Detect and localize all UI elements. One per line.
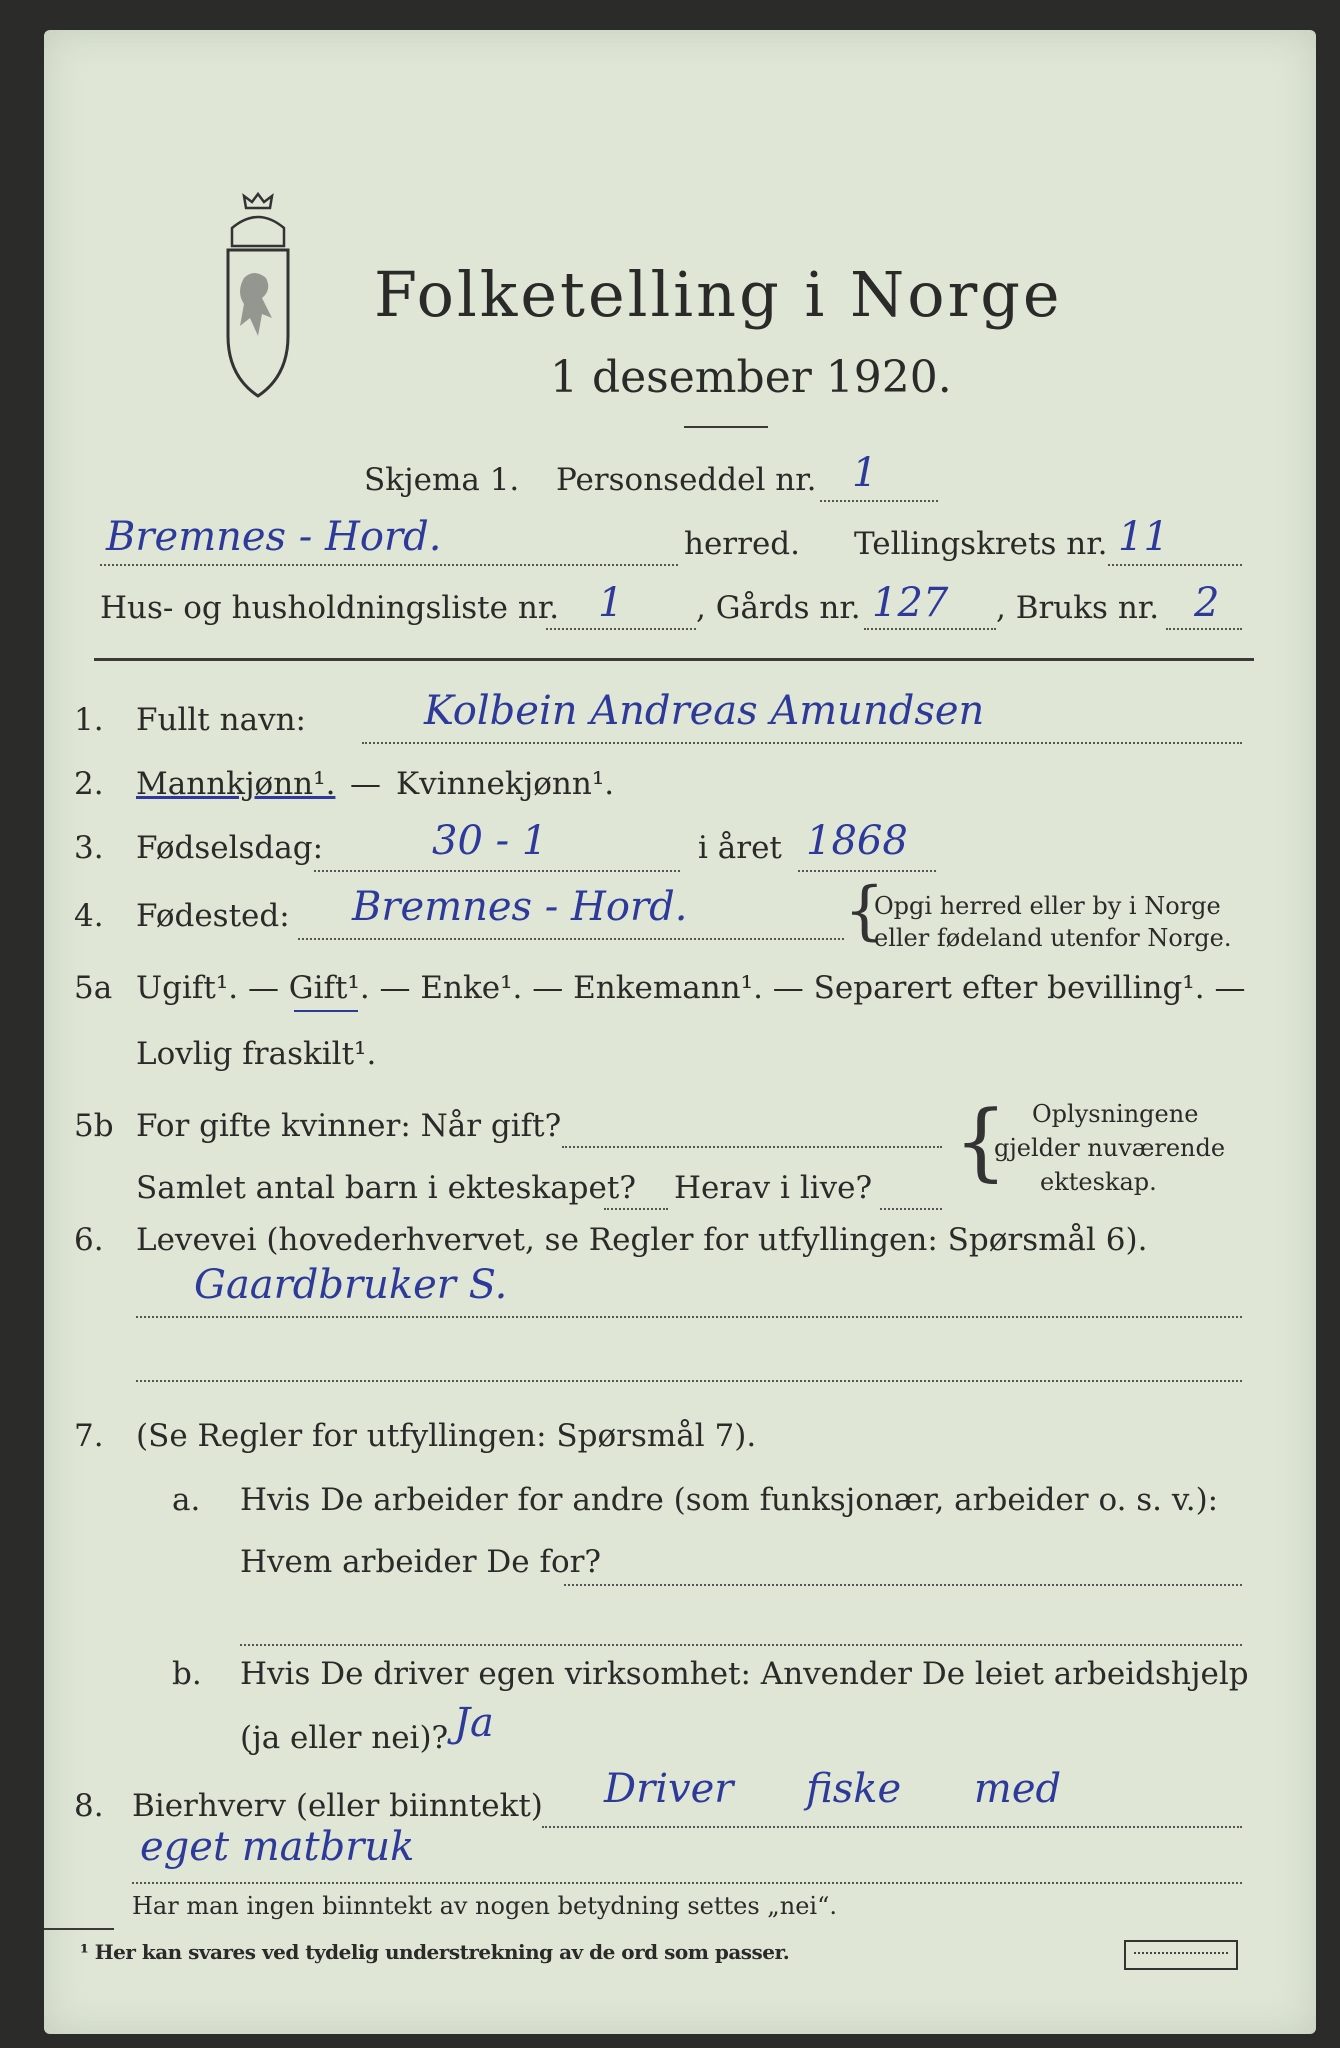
- q5b-brace: {: [954, 1092, 1008, 1190]
- gards-label: , Gårds nr.: [696, 590, 861, 626]
- q3-day: 30 - 1: [432, 818, 548, 864]
- q6-line-1: [136, 1316, 1242, 1318]
- gards-value: 127: [872, 580, 949, 626]
- q4-value: Bremnes - Hord.: [352, 884, 688, 930]
- q7a-line2: Hvem arbeider De for?: [240, 1544, 602, 1580]
- husliste-line: [546, 628, 696, 630]
- tellingskrets-line: [1108, 564, 1242, 566]
- form-title: Folketelling i Norge: [374, 258, 1063, 331]
- personseddel-label: Personseddel nr.: [556, 462, 817, 498]
- husliste-label: Hus- og husholdningsliste nr.: [100, 590, 560, 626]
- footnote: ¹ Her kan svares ved tydelig understrekning av de ord som passer.: [80, 1940, 790, 1964]
- coat-of-arms-icon: [210, 188, 306, 420]
- personseddel-line: [820, 500, 938, 502]
- q6-line-2: [136, 1380, 1242, 1382]
- herred-line: [100, 564, 678, 566]
- bruks-line: [1166, 628, 1242, 630]
- q7b-line2: (ja eller nei)?: [240, 1720, 449, 1756]
- q8-value-1: Driver fiske med: [604, 1766, 1062, 1812]
- q3-year: 1868: [806, 818, 908, 864]
- q8-value-2: eget matbruk: [140, 1824, 415, 1870]
- q7b-number: b.: [172, 1656, 202, 1692]
- q5b-alive-line: [880, 1208, 942, 1210]
- q2-male: Mannkjønn¹.: [136, 766, 336, 802]
- q5b-alive-label: Herav i live?: [674, 1170, 873, 1206]
- tellingskrets-label: Tellingskrets nr.: [854, 526, 1108, 562]
- q5b-children-label: Samlet antal barn i ekteskapet?: [136, 1170, 636, 1206]
- census-form: [44, 30, 1316, 2034]
- q4-number: 4.: [74, 898, 104, 934]
- q3-number: 3.: [74, 830, 104, 866]
- q7a-number: a.: [172, 1482, 201, 1518]
- q7b-line1: Hvis De driver egen virksomhet: Anvender De leiet arbeidshjelp: [240, 1656, 1249, 1692]
- q5b-number: 5b: [74, 1108, 114, 1144]
- skjema-label: Skjema 1.: [364, 462, 520, 498]
- q3-label: Fødselsdag:: [136, 830, 324, 866]
- q6-value: Gaardbruker S.: [194, 1262, 508, 1308]
- q5a-line1: Ugift¹. — Gift¹. — Enke¹. — Enkemann¹. — Separert efter bevilling¹. —: [136, 970, 1246, 1006]
- title-rule: [684, 426, 768, 428]
- q8-line-1: [542, 1826, 1242, 1828]
- q8-label: Bierhverv (eller biinntekt): [132, 1788, 543, 1824]
- q1-value: Kolbein Andreas Amundsen: [424, 688, 985, 734]
- q5b-line1: For gifte kvinner: Når gift?: [136, 1108, 562, 1144]
- q8-number: 8.: [74, 1788, 104, 1824]
- q4-line: [298, 938, 844, 940]
- q7-label: (Se Regler for utfyllingen: Spørsmål 7).: [136, 1418, 757, 1454]
- bruks-label: , Bruks nr.: [996, 590, 1160, 626]
- personseddel-value: 1: [852, 450, 878, 496]
- q7a-line1: Hvis De arbeider for andre (som funksjonær, arbeider o. s. v.):: [240, 1482, 1219, 1518]
- q4-note-1: Opgi herred eller by i Norge: [874, 892, 1221, 920]
- q5b-note-2: gjelder nuværende: [994, 1134, 1226, 1162]
- q7a-answer-line-2: [240, 1644, 1242, 1646]
- q2-female: Kvinnekjønn¹.: [396, 766, 615, 802]
- q7a-answer-line-1: [564, 1584, 1242, 1586]
- q7b-value: Ja: [454, 1700, 494, 1746]
- form-date: 1 desember 1920.: [550, 352, 952, 403]
- q8-line-2: [132, 1882, 1242, 1884]
- footnote-rule: [44, 1928, 114, 1930]
- section-rule: [94, 658, 1254, 661]
- q7-number: 7.: [74, 1418, 104, 1454]
- q2-number: 2.: [74, 766, 104, 802]
- q2-separator: —: [350, 766, 381, 802]
- q5a-gift-underline: [294, 1010, 358, 1012]
- printer-stamp: [1124, 1940, 1238, 1970]
- q3-year-label: i året: [698, 830, 782, 866]
- q3-day-line: [314, 870, 680, 872]
- q3-year-line: [798, 870, 936, 872]
- q1-label: Fullt navn:: [136, 702, 306, 738]
- gards-line: [864, 628, 996, 630]
- husliste-value: 1: [598, 580, 624, 626]
- q4-note-2: eller fødeland utenfor Norge.: [874, 924, 1232, 952]
- q5a-number: 5a: [74, 970, 113, 1006]
- q5a-line2: Lovlig fraskilt¹.: [136, 1036, 377, 1072]
- herred-value: Bremnes - Hord.: [106, 514, 442, 560]
- herred-label: herred.: [684, 526, 800, 562]
- q6-label: Levevei (hovederhvervet, se Regler for utfyllingen: Spørsmål 6).: [136, 1222, 1148, 1258]
- q6-number: 6.: [74, 1222, 104, 1258]
- q1-line: [362, 742, 1242, 744]
- tellingskrets-value: 11: [1118, 514, 1169, 560]
- q8-note: Har man ingen biinntekt av nogen betydning settes „nei“.: [132, 1892, 837, 1920]
- q1-number: 1.: [74, 702, 104, 738]
- q5b-note-1: Oplysningene: [1032, 1100, 1199, 1128]
- q5b-when-line: [562, 1146, 942, 1148]
- q5b-note-3: ekteskap.: [1040, 1168, 1157, 1196]
- q5b-children-line: [604, 1208, 668, 1210]
- q4-label: Fødested:: [136, 898, 290, 934]
- bruks-value: 2: [1194, 580, 1220, 626]
- q4-brace: {: [844, 874, 885, 948]
